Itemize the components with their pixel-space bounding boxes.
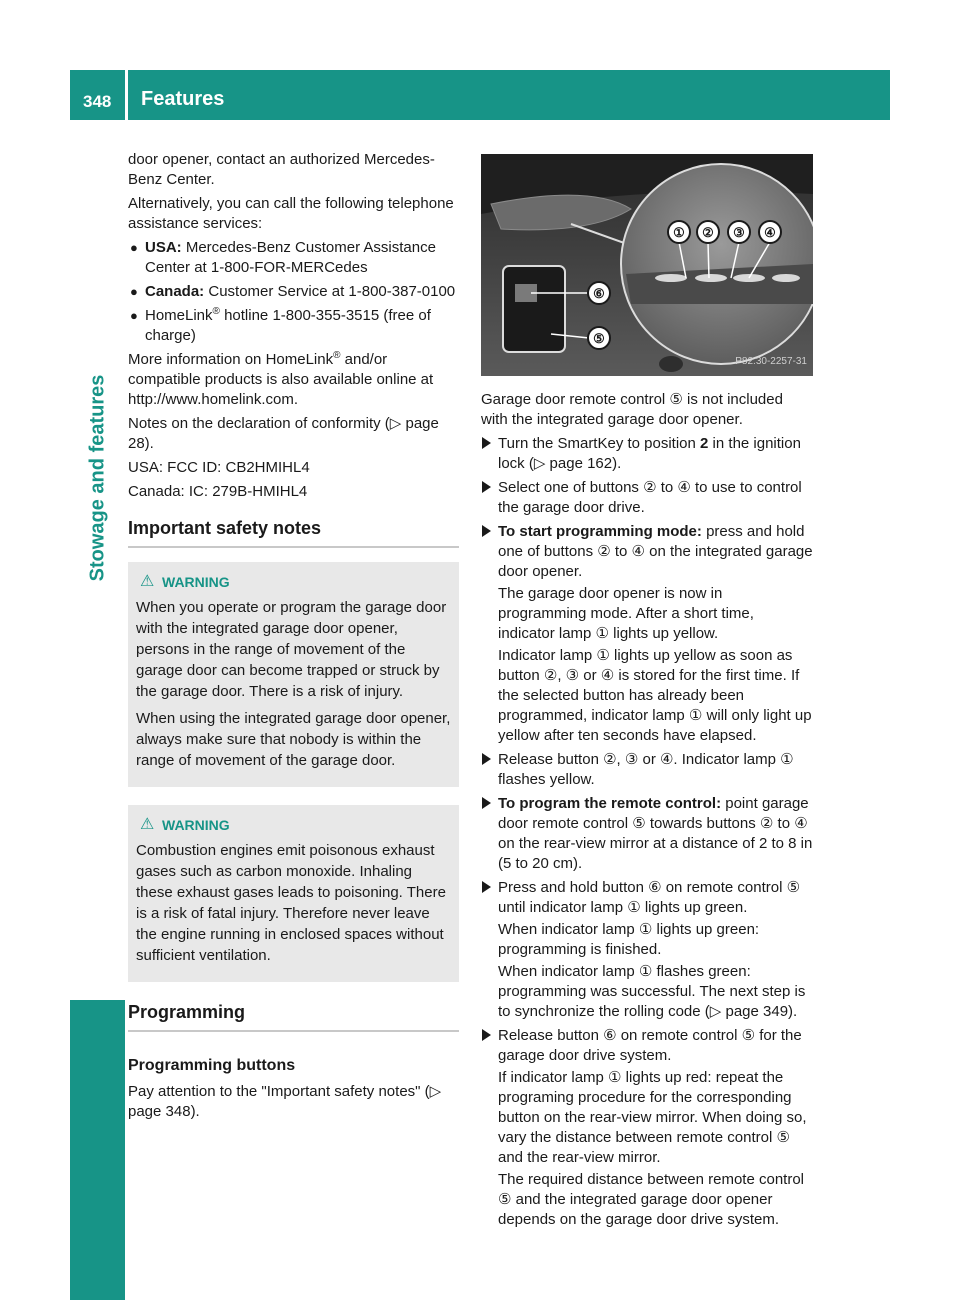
instruction-step [481, 1026, 813, 1230]
programming-heading: Programming [128, 1002, 459, 1032]
side-tab-text: Stowage and features [86, 374, 109, 582]
contact-text: hotline 1-800-355-3515 (free of charge) [145, 307, 431, 344]
instruction-step [481, 750, 813, 790]
instruction-step [481, 478, 813, 518]
step-text [498, 434, 813, 474]
step-text-part: Select one of buttons ② to ④ to use to control the garage door drive. [498, 479, 802, 516]
conformity-paragraph: Notes on the declaration of conformity (▷ page 28). [128, 415, 439, 452]
contact-homelink [128, 306, 459, 346]
magnified-view [621, 164, 813, 364]
step-text-part: Release button ⑥ on remote control ⑤ for the garage door drive system. [498, 1027, 802, 1064]
callout-4-label: ④ [764, 225, 776, 240]
contact-text: Customer Service at 1-800-387-0100 [204, 283, 456, 300]
page-number: 348 [83, 92, 112, 111]
step-note: Indicator lamp ① lights up yellow as soon as button ②, ③ or ④ is stored for the first time. If the selected button has already been programmed, indicator lamp ① will only light up yellow after ten seconds have elapsed. [498, 647, 812, 744]
step-arrow-icon [482, 753, 491, 765]
warning-text: Combustion engines emit poisonous exhaust gases such as carbon monoxide. Inhaling these exhaust gases leads to poisoning. There is a risk of fatal injury. Therefore never leave the engine running in enclosed spaces without sufficient ventilation. [136, 842, 446, 964]
safety-heading: Important safety notes [128, 518, 459, 548]
contact-usa [128, 238, 459, 278]
garage-button [655, 274, 687, 282]
warning-label: WARNING [162, 817, 230, 833]
registered-mark: ® [333, 350, 341, 361]
step-arrow-icon [482, 437, 491, 449]
remote-control [503, 266, 565, 352]
programming-buttons-heading: Programming buttons [128, 1057, 296, 1074]
bullet-icon: ● [130, 284, 138, 299]
callout-6-label: ⑥ [593, 286, 605, 301]
warning-text: When using the integrated garage door opener, always make sure that nobody is within the range of movement of the garage door. [136, 710, 451, 769]
steps-list [481, 434, 813, 1230]
vent [659, 356, 683, 372]
more-info-text: and/or compatible products is also available online at http://www.homelink.com. [128, 351, 434, 408]
step-text [498, 794, 813, 874]
warning-header [140, 815, 451, 836]
step-arrow-icon [482, 525, 491, 537]
instruction-step [481, 878, 813, 1022]
step-text-bold: 2 [700, 435, 709, 452]
fcc-id: USA: FCC ID: CB2HMIHL4 [128, 459, 310, 476]
registered-mark: ® [212, 306, 220, 317]
step-text-part: in the ignition lock (▷ page 162). [498, 435, 801, 472]
contact-label: USA: [145, 239, 182, 256]
contact-label: Canada: [145, 283, 205, 300]
step-text-bold: To program the remote control: [498, 795, 722, 812]
bullet-icon: ● [130, 240, 138, 255]
instruction-step [481, 522, 813, 746]
garage-button [695, 274, 727, 282]
instruction-step [481, 434, 813, 474]
callout-1-label: ① [673, 225, 685, 240]
right-column [481, 150, 813, 1234]
step-text-part: press and hold one of buttons ② to ④ on the integrated garage door opener. [498, 523, 813, 580]
callout-2-label: ② [702, 225, 714, 240]
step-note: When indicator lamp ① lights up green: programming is finished. [498, 921, 760, 958]
instruction-step [481, 794, 813, 874]
bullet-icon: ● [130, 308, 138, 323]
section-title: Features [141, 88, 225, 110]
contact-text: Mercedes-Benz Customer Assistance Center at 1-800-FOR-MERCedes [145, 239, 436, 276]
step-text-part: Release button ②, ③ or ④. Indicator lamp ① flashes yellow. [498, 751, 794, 788]
left-column [128, 150, 459, 1126]
mirror-illustration [481, 154, 813, 376]
step-text-part: Turn the SmartKey to position [498, 435, 701, 452]
step-text-part: point garage door remote control ⑤ towards buttons ② to ④ on the rear-view mirror at a distance of 2 to 8 in (5 to 20 cm). [498, 795, 813, 872]
warning-triangle-icon: ⚠ [140, 573, 155, 590]
callout-line [708, 242, 709, 278]
side-tab-block [70, 1000, 125, 1300]
callout-5-label: ⑤ [593, 331, 605, 346]
programming-buttons-text: Pay attention to the "Important safety notes" (▷ page 348). [128, 1083, 442, 1120]
step-arrow-icon [482, 481, 491, 493]
step-text [498, 522, 813, 582]
ic-id: Canada: IC: 279B-HMIHL4 [128, 483, 308, 500]
step-text-part: Press and hold button ⑥ on remote control ⑤ until indicator lamp ① lights up green. [498, 879, 801, 916]
step-note: The required distance between remote control ⑤ and the integrated garage door opener depends on the garage door drive system. [498, 1171, 805, 1228]
warning-label: WARNING [162, 574, 230, 590]
figure-code: P82.30-2257-31 [735, 356, 807, 367]
step-arrow-icon [482, 881, 491, 893]
mirror-figure [481, 154, 813, 376]
step-arrow-icon [482, 1029, 491, 1041]
alternative-paragraph: Alternatively, you can call the following telephone assistance services: [128, 195, 454, 232]
contact-canada [128, 282, 459, 302]
more-info-text: More information on HomeLink [128, 351, 334, 368]
intro-paragraph: door opener, contact an authorized Mercedes-Benz Center. [128, 151, 435, 188]
header-divider [125, 70, 128, 120]
step-note: The garage door opener is now in programming mode. After a short time, indicator lamp ① lights up yellow. [498, 585, 754, 642]
figure-caption: Garage door remote control ⑤ is not included with the integrated garage door opener. [481, 391, 783, 428]
step-text [498, 478, 813, 518]
warning-box [128, 805, 459, 982]
step-text-bold: To start programming mode: [498, 523, 702, 540]
step-text [498, 878, 813, 918]
step-text [498, 1026, 813, 1066]
warning-header [140, 572, 451, 593]
warning-triangle-icon: ⚠ [140, 816, 155, 833]
warning-box [128, 562, 459, 787]
step-note: When indicator lamp ① flashes green: programming was successful. The next step is to synchronize the rolling code (▷ page 349). [498, 963, 806, 1020]
step-text [498, 750, 813, 790]
callout-3-label: ③ [733, 225, 745, 240]
warning-text: When you operate or program the garage door with the integrated garage door opener, persons in the range of movement of the garage door can become trapped or struck by the garage door. There is a risk of injury. [136, 599, 447, 700]
more-info-paragraph [128, 350, 459, 410]
garage-button [772, 274, 800, 282]
step-note: If indicator lamp ① lights up red: repeat the programing procedure for the corresponding button on the rear-view mirror. When doing so, vary the distance between remote control ⑤ and the rear-view mirror. [498, 1069, 807, 1166]
step-arrow-icon [482, 797, 491, 809]
contact-text: HomeLink [145, 307, 213, 324]
